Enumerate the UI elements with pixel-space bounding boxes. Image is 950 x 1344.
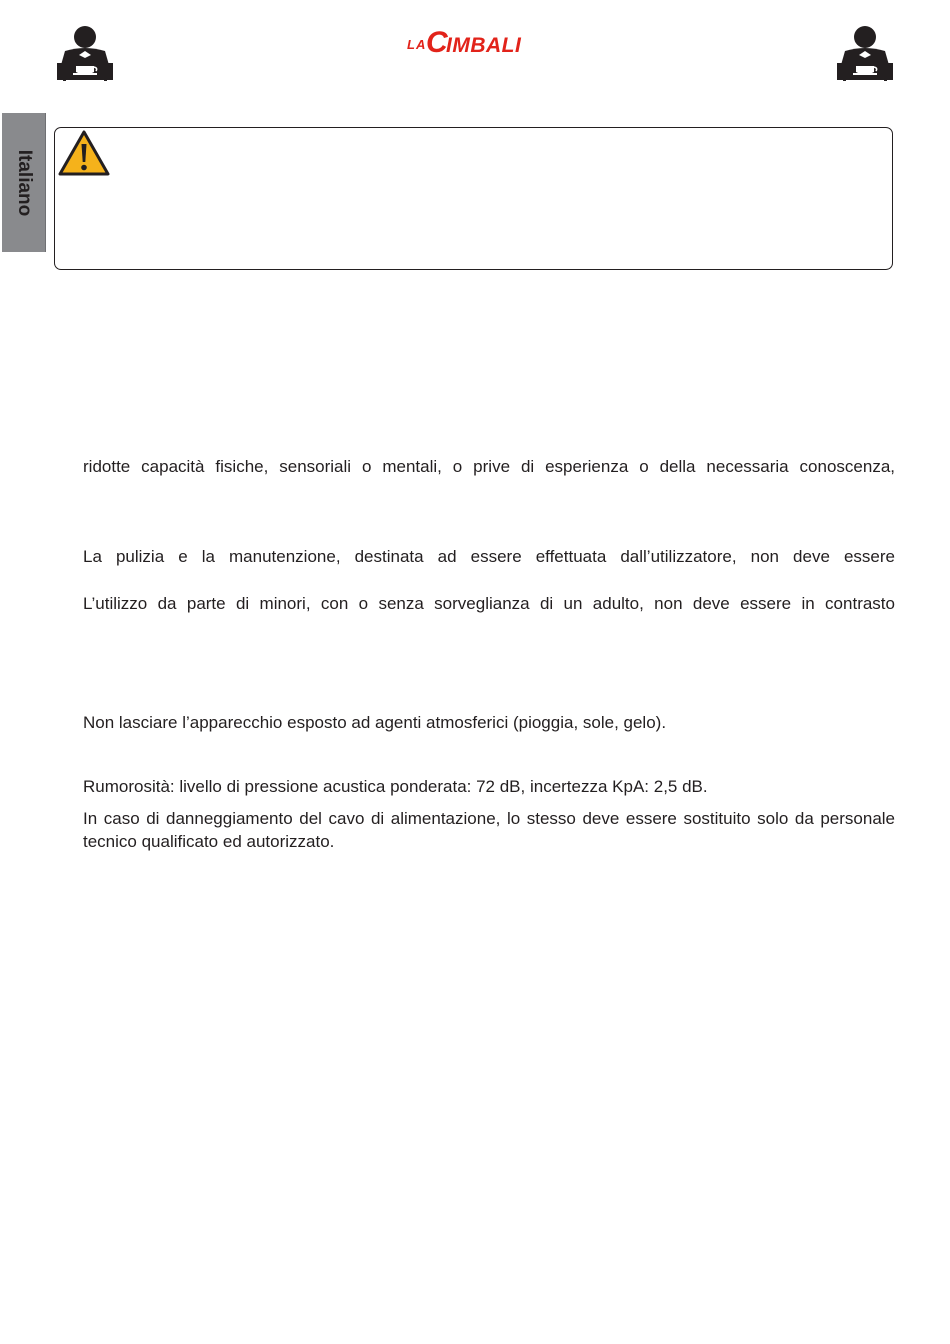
brand-logo-prefix: LA	[407, 37, 427, 52]
language-tab-label: Italiano	[13, 149, 35, 216]
brand-logo	[405, 28, 545, 62]
waiter-icon	[835, 25, 895, 81]
paragraph-weather: Non lasciare l’apparecchio esposto ad agenti atmosferici (pioggia, sole, gelo).	[83, 713, 667, 732]
paragraph-cleaning: La pulizia e la manutenzione, destinata ad essere effettuata dall’utilizzatore, non deve essere	[83, 547, 895, 566]
warning-icon	[58, 130, 110, 176]
paragraph-noise: Rumorosità: livello di pressione acustica ponderata: 72 dB, incertezza KpA: 2,5 dB.	[83, 777, 708, 796]
warning-box	[54, 127, 893, 270]
paragraph-power-cable: In caso di danneggiamento del cavo di alimentazione, lo stesso deve essere sostituito solo da personale tecnico qualificato ed autorizzato.	[83, 809, 895, 851]
brand-logo-name: IMBALI	[446, 34, 522, 57]
waiter-icon	[55, 25, 115, 81]
paragraph-minors: L’utilizzo da parte di minori, con o senza sorveglianza di un adulto, non deve essere in contrasto	[83, 594, 895, 613]
language-tab	[2, 113, 46, 252]
paragraph-capacities: ridotte capacità fisiche, sensoriali o mentali, o prive di esperienza o della necessaria conoscenza,	[83, 457, 895, 476]
brand-logo-initial: C	[426, 26, 448, 59]
